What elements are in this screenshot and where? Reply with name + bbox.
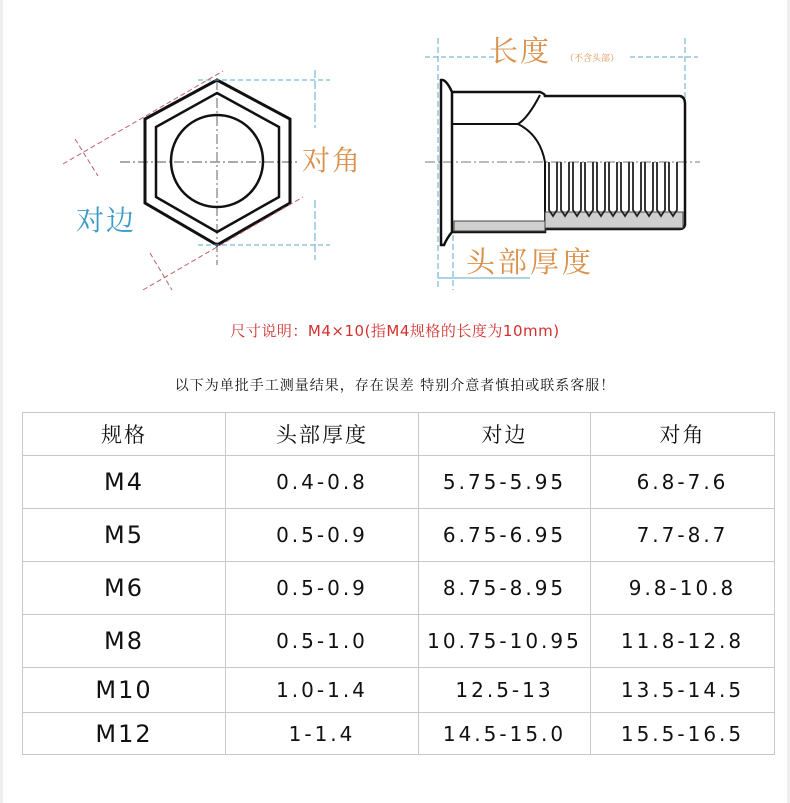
hex-end-view — [63, 70, 330, 290]
table-row — [23, 668, 775, 713]
cell-across-corners: 13.5-14.5 — [591, 668, 775, 713]
header-across-corners: 对角 — [591, 413, 775, 456]
header-across-flats: 对边 — [419, 413, 591, 456]
across-flats-label: 对边 — [76, 204, 137, 237]
cell-spec: M8 — [23, 615, 226, 668]
cell-spec: M5 — [23, 509, 226, 562]
cell-head-thickness: 0.4-0.8 — [226, 456, 419, 509]
cell-head-thickness: 1-1.4 — [226, 713, 419, 755]
cell-across-flats: 14.5-15.0 — [419, 713, 591, 755]
table-header-row — [23, 413, 775, 456]
cell-across-corners: 6.8-7.6 — [591, 456, 775, 509]
cell-across-corners: 7.7-8.7 — [591, 509, 775, 562]
table-row — [23, 615, 775, 668]
cell-across-flats: 6.75-6.95 — [419, 509, 591, 562]
rivet-nut-diagram — [0, 0, 790, 310]
cell-spec: M10 — [23, 668, 226, 713]
length-label: 长度 — [489, 34, 552, 68]
cell-spec: M6 — [23, 562, 226, 615]
length-note-label: （不含头部） — [565, 54, 620, 64]
across-corners-label: 对角 — [302, 144, 363, 177]
table-row — [23, 562, 775, 615]
measurement-disclaimer: 以下为单批手工测量结果，存在误差 特别介意者慎拍或联系客服！ — [174, 378, 616, 394]
cell-head-thickness: 0.5-0.9 — [226, 509, 419, 562]
head-thickness-label: 头部厚度 — [466, 245, 595, 279]
spec-table — [22, 412, 775, 755]
table-row — [23, 713, 775, 755]
table-row — [23, 456, 775, 509]
table-row — [23, 509, 775, 562]
cell-across-flats: 8.75-8.95 — [419, 562, 591, 615]
cell-across-corners: 11.8-12.8 — [591, 615, 775, 668]
header-head-thickness: 头部厚度 — [226, 413, 419, 456]
cell-across-flats: 10.75-10.95 — [419, 615, 591, 668]
cell-across-flats: 5.75-5.95 — [419, 456, 591, 509]
cell-across-flats: 12.5-13 — [419, 668, 591, 713]
header-spec: 规格 — [23, 413, 226, 456]
size-explanation-note: 尺寸说明：M4×10(指M4规格的长度为10mm) — [230, 322, 560, 340]
cell-head-thickness: 0.5-1.0 — [226, 615, 419, 668]
cell-across-corners: 9.8-10.8 — [591, 562, 775, 615]
cell-spec: M4 — [23, 456, 226, 509]
cell-spec: M12 — [23, 713, 226, 755]
cell-head-thickness: 1.0-1.4 — [226, 668, 419, 713]
cell-across-corners: 15.5-16.5 — [591, 713, 775, 755]
cell-head-thickness: 0.5-0.9 — [226, 562, 419, 615]
